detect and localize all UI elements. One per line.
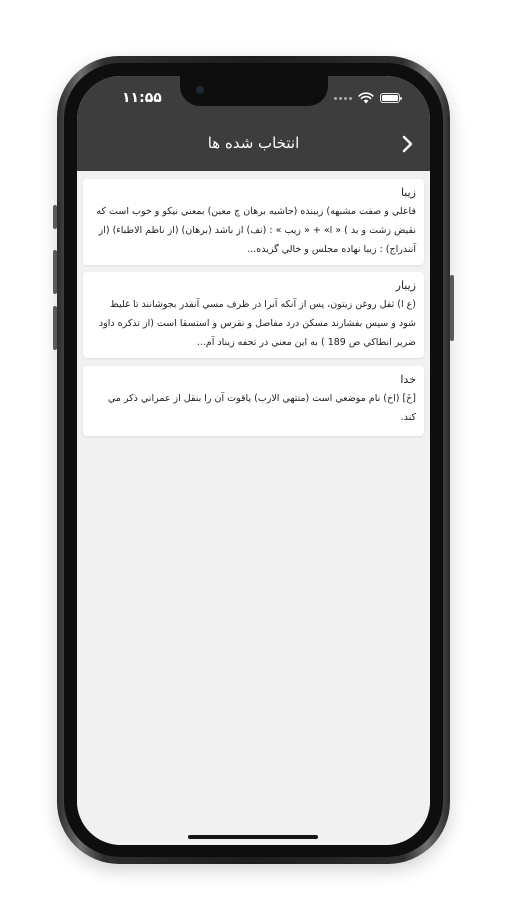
front-camera-icon bbox=[196, 86, 204, 94]
app-screen bbox=[77, 76, 430, 845]
battery-icon bbox=[380, 93, 400, 103]
entry-word: خدا bbox=[400, 373, 416, 386]
volume-down-button bbox=[53, 306, 57, 350]
entry-definition: [خَ] (اخ) نام موضعي است (منتهي الارب) ياقوت آن را بنقل از عمراني ذكر مي كند. bbox=[107, 393, 416, 423]
back-button[interactable] bbox=[396, 132, 420, 156]
silent-switch bbox=[53, 205, 57, 229]
camera-notch bbox=[180, 76, 328, 106]
status-icons bbox=[334, 92, 400, 104]
entry-definition: فاعلي و صفت مشبهه) زيبنده (حاشيه برهان چ معين) بمعني نيكو و خوب است كه نقيض زشت و بد ) « ا» + « زيب » : (نف) از باشد (برهان) (از ناظم الاطباء) (از آنندراج) : زيبا نهاده مجلس و خالي گزيده... bbox=[96, 206, 416, 255]
wifi-icon bbox=[358, 92, 374, 104]
entry-definition: (ع ا) ثفل روغن زيتون، پس از آنكه آنرا در ظرف مسي آنقدر بجوشانند تا غليظ شود و سپس بفشارند مسكن درد مفاصل و نقرس و استسقا است (از تذكره داود ضرير انطاكي ص 189 ) به اين معني در تحفه زيناد آم... bbox=[98, 299, 416, 348]
page-title: انتخاب شده ها bbox=[207, 134, 300, 152]
entry-word: زیبار bbox=[395, 279, 416, 292]
chevron-right-icon bbox=[396, 132, 420, 156]
volume-up-button bbox=[53, 250, 57, 294]
top-bar bbox=[77, 76, 430, 171]
list-item[interactable] bbox=[83, 272, 424, 358]
power-button bbox=[450, 275, 454, 341]
list-item[interactable] bbox=[83, 366, 424, 436]
entry-word: زیبا bbox=[400, 186, 416, 199]
bookmarks-list bbox=[77, 171, 430, 845]
home-indicator[interactable] bbox=[188, 835, 318, 839]
status-time: ۱۱:۵۵ bbox=[122, 90, 162, 106]
list-item[interactable] bbox=[83, 179, 424, 265]
signal-dots-icon bbox=[334, 97, 352, 100]
